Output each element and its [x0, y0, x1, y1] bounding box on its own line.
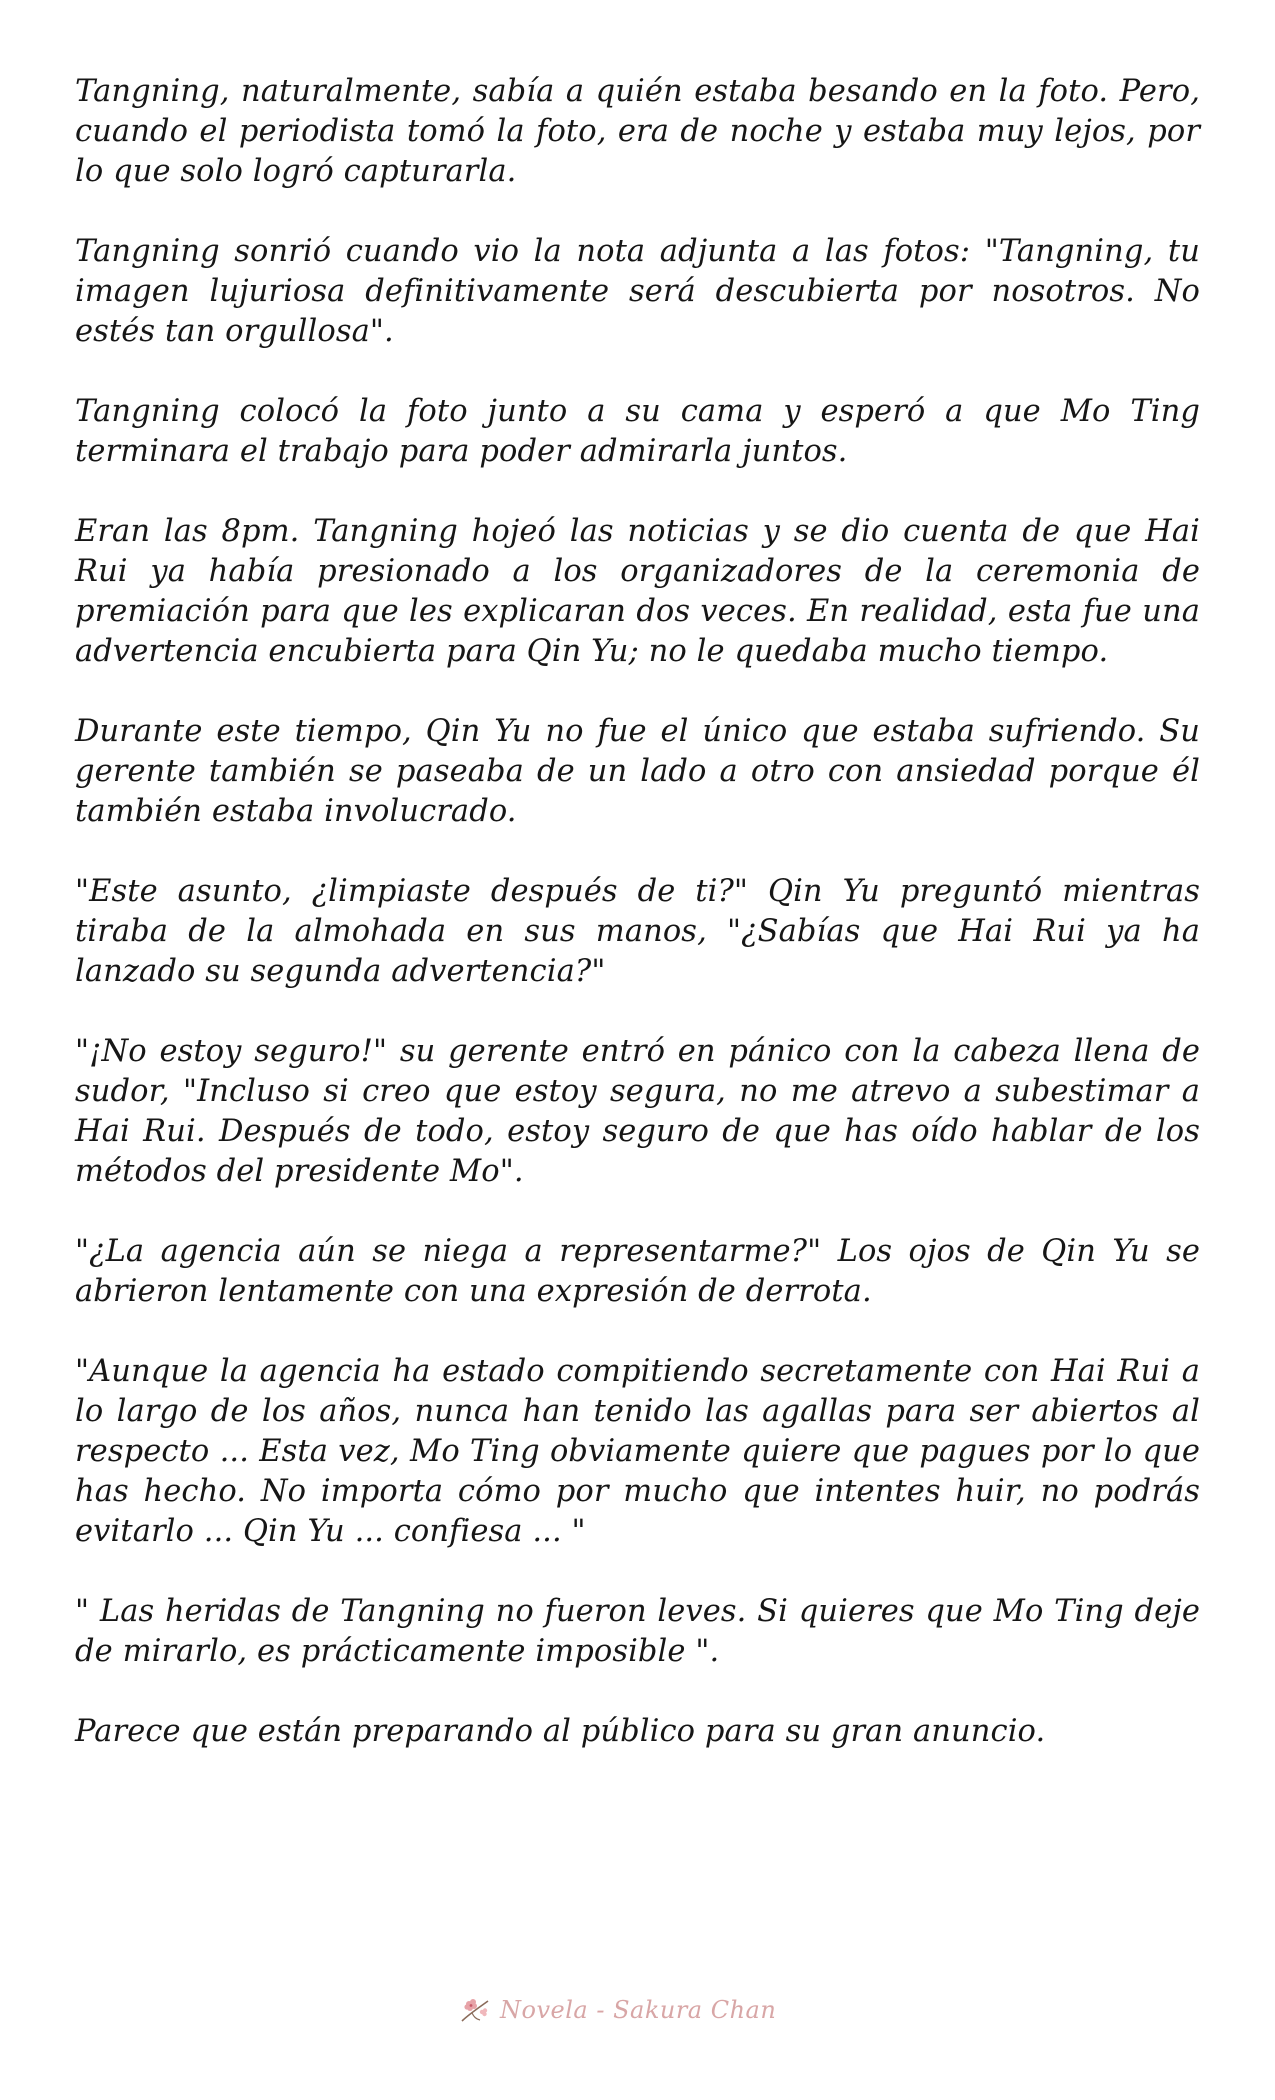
paragraph: "Aunque la agencia ha estado compitiendo secretamente con Hai Rui a lo largo de los años, nunca han tenido las agallas para ser abiertos al respecto ... Esta vez, Mo Ting obviamente quiere que pagues por lo que has hecho. No importa cómo por mucho que intentes huir, no podrás evitarlo ... Qin Yu ... confiesa ... "	[75, 1354, 1200, 1549]
paragraph: "¿La agencia aún se niega a representarme?" Los ojos de Qin Yu se abrieron lentamente con una expresión de derrota.	[75, 1234, 1200, 1309]
watermark	[458, 1990, 838, 2030]
paragraph: Tangning, naturalmente, sabía a quién estaba besando en la foto. Pero, cuando el periodista tomó la foto, era de noche y estaba muy lejos, por lo que solo logró capturarla.	[75, 74, 1200, 189]
paragraph: Eran las 8pm. Tangning hojeó las noticias y se dio cuenta de que Hai Rui ya había presionado a los organizadores de la ceremonia de premiación para que les explicaran dos veces. En realidad, esta fue una advertencia encubierta para Qin Yu; no le quedaba mucho tiempo.	[75, 514, 1200, 669]
paragraph: "Este asunto, ¿limpiaste después de ti?" Qin Yu preguntó mientras tiraba de la almohada en sus manos, "¿Sabías que Hai Rui ya ha lanzado su segunda advertencia?"	[75, 874, 1200, 989]
chapter-body	[75, 72, 1200, 1792]
paragraph: "¡No estoy seguro!" su gerente entró en pánico con la cabeza llena de sudor, "Incluso si creo que estoy segura, no me atrevo a subestimar a Hai Rui. Después de todo, estoy seguro de que has oído hablar de los métodos del presidente Mo".	[75, 1034, 1200, 1189]
paragraph: " Las heridas de Tangning no fueron leves. Si quieres que Mo Ting deje de mirarlo, es prácticamente imposible ".	[75, 1594, 1200, 1669]
paragraph: Tangning sonrió cuando vio la nota adjunta a las fotos: "Tangning, tu imagen lujuriosa definitivamente será descubierta por nosotros. No estés tan orgullosa".	[75, 234, 1200, 349]
watermark-text: Novela - Sakura Chan	[500, 1996, 777, 2024]
paragraph: Durante este tiempo, Qin Yu no fue el único que estaba sufriendo. Su gerente también se paseaba de un lado a otro con ansiedad porque él también estaba involucrado.	[75, 714, 1200, 829]
paragraph: Parece que están preparando al público para su gran anuncio.	[75, 1714, 1046, 1749]
cherry-blossom-icon	[458, 1995, 492, 2025]
paragraph: Tangning colocó la foto junto a su cama y esperó a que Mo Ting terminara el trabajo para poder admirarla juntos.	[75, 394, 1200, 469]
